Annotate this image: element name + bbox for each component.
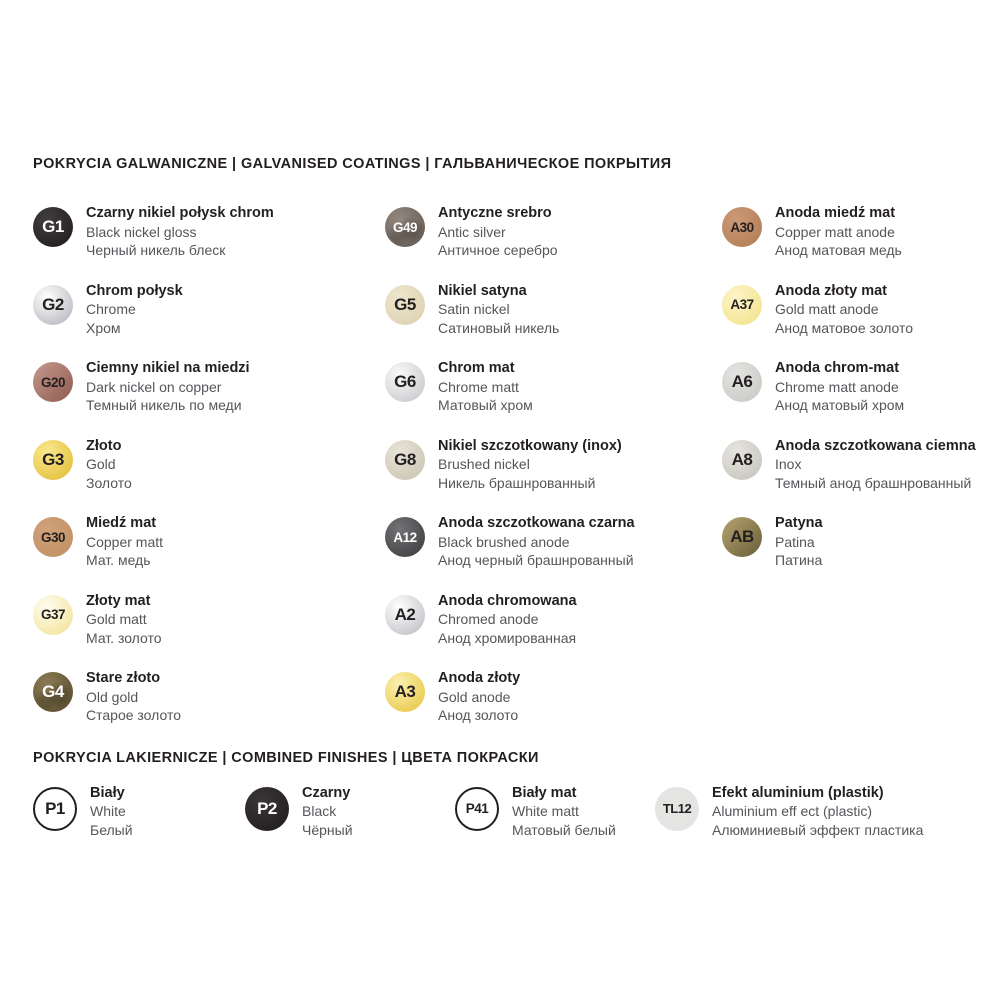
finish-entry-g20 [33, 362, 385, 440]
finish-swatch-g20 [33, 362, 73, 402]
finish-swatch-g8 [385, 440, 425, 480]
finish-code: A2 [394, 604, 416, 624]
finish-code: G2 [42, 294, 64, 314]
finish-swatch-a12 [385, 517, 425, 557]
finish-entry-g49 [385, 207, 722, 285]
finish-name-pl: Patyna [775, 515, 823, 531]
finish-labels [86, 282, 183, 338]
finish-name-pl: Anoda złoty mat [775, 282, 887, 299]
finish-name-ru: Темный анод брашнрованный [775, 474, 972, 491]
finish-labels [438, 514, 635, 570]
finish-name-en: White [90, 803, 126, 819]
finish-name-ru: Анод черный брашнрованный [438, 552, 634, 568]
finish-entry-g37 [33, 592, 385, 673]
finish-entry-tl12 [655, 784, 1000, 840]
finish-name-en: Patina [775, 533, 815, 550]
finish-name-pl: Złoto [86, 437, 122, 454]
finish-code: A3 [394, 682, 416, 701]
finish-name-en: Gold matt anode [775, 301, 879, 317]
finish-name-en: Brushed nickel [438, 456, 530, 472]
finish-name-en: Gold anode [438, 688, 511, 705]
finish-code: A8 [731, 449, 753, 469]
finish-name-en: Dark nickel on copper [86, 378, 222, 395]
finish-swatch-p2 [245, 787, 289, 831]
finish-name-ru: Матовый хром [438, 397, 533, 413]
finish-code: G49 [392, 219, 418, 235]
finish-name-ru: Черный никель блеск [86, 242, 226, 258]
section-title-combined-finishes: POKRYCIA LAKIERNICZE | COMBINED FINISHES | ЦВЕТА ПОКРАСКИ [33, 749, 539, 766]
finish-name-pl: Chrom mat [438, 360, 515, 376]
finish-swatch-g49 [385, 207, 425, 247]
finish-name-en: Antic silver [438, 223, 506, 240]
finish-name-pl: Anoda złoty [438, 670, 521, 686]
finish-name-pl: Anoda szczotkowana ciemna [775, 437, 976, 454]
finish-name-pl: Nikiel szczotkowany (inox) [438, 437, 622, 454]
section-title-galvanised-coatings: POKRYCIA GALWANICZNE | GALVANISED COATINGS | ГАЛЬВАНИЧЕСКОЕ ПОКРЫТИЯ [33, 156, 672, 172]
finish-name-pl: Biały mat [512, 784, 577, 801]
finish-entry-g6 [385, 362, 722, 440]
finish-code: A12 [393, 529, 417, 545]
finish-labels [86, 359, 250, 415]
finish-name-en: Aluminium eff ect (plastic) [712, 803, 873, 819]
finish-name-pl: Miedź mat [86, 515, 157, 531]
finish-name-ru: Темный никель по меди [86, 397, 242, 413]
finish-name-pl: Efekt aluminium (plastik) [712, 784, 884, 801]
finish-entry-p1 [33, 784, 245, 840]
finish-code: AB [730, 527, 754, 546]
finish-labels [512, 784, 616, 840]
finish-labels [438, 669, 520, 725]
finish-name-ru: Сатиновый никель [438, 319, 560, 336]
finish-name-ru: Золото [86, 474, 132, 491]
finish-entry-g5 [385, 282, 722, 363]
finish-name-pl: Stare złoto [86, 670, 161, 686]
finish-name-pl: Anoda miedź mat [775, 205, 896, 221]
finish-swatch-p41 [455, 787, 499, 831]
finish-swatch-a8 [722, 440, 762, 480]
finish-code: G4 [42, 682, 64, 701]
finish-name-ru: Анод хромированная [438, 629, 577, 646]
finish-name-ru: Хром [86, 319, 121, 336]
finish-entry-g1 [33, 207, 385, 285]
finish-name-en: Chrome [86, 301, 136, 317]
finish-name-pl: Anoda chromowana [438, 592, 577, 609]
finish-name-pl: Antyczne srebro [438, 205, 552, 221]
finish-swatch-g30 [33, 517, 73, 557]
finish-name-ru: Анод матовый хром [775, 397, 905, 413]
galvanised-coatings-grid [33, 207, 1000, 750]
finish-entry-a30 [722, 207, 1000, 285]
finish-swatch-g5 [385, 285, 425, 325]
finish-labels [86, 204, 274, 260]
finish-swatch-g1 [33, 207, 73, 247]
finish-entry-a3 [385, 672, 722, 750]
finish-name-pl: Biały [90, 784, 125, 801]
finish-name-en: Chrome matt [438, 378, 519, 395]
finish-name-ru: Старое золото [86, 707, 181, 723]
finish-labels [775, 437, 976, 493]
finish-labels [438, 204, 558, 260]
finish-entry-g8 [385, 437, 722, 518]
finish-name-pl: Ciemny nikiel na miedzi [86, 360, 250, 376]
finish-name-ru: Анод матовое золото [775, 319, 914, 336]
finish-labels [86, 592, 162, 648]
finish-swatch-g3 [33, 440, 73, 480]
finish-swatch-ab [722, 517, 762, 557]
finish-name-en: Black brushed anode [438, 533, 570, 550]
finish-name-ru: Чёрный [302, 821, 353, 838]
finish-code: G1 [42, 217, 64, 236]
finish-code: P41 [465, 801, 489, 816]
finish-name-pl: Anoda chrom-mat [775, 360, 900, 376]
finish-name-ru: Мат. золото [86, 629, 162, 646]
finish-labels [775, 282, 913, 338]
finish-code: TL12 [662, 801, 692, 816]
finish-entry-a37 [722, 282, 1000, 363]
finish-entry-p2 [245, 784, 455, 840]
finish-entry-g3 [33, 437, 385, 518]
finish-swatch-g4 [33, 672, 73, 712]
finish-swatch-a3 [385, 672, 425, 712]
finish-name-ru: Матовый белый [512, 821, 616, 838]
finish-name-pl: Czarny nikiel połysk chrom [86, 205, 274, 221]
finish-swatch-a2 [385, 595, 425, 635]
finish-code: G20 [40, 374, 66, 390]
finish-name-pl: Anoda szczotkowana czarna [438, 515, 635, 531]
finish-labels [438, 437, 622, 493]
finish-labels [438, 592, 577, 648]
finish-name-en: Black [302, 803, 337, 819]
finish-swatch-a37 [722, 285, 762, 325]
finish-entry-g2 [33, 282, 385, 363]
finish-code: G3 [42, 449, 64, 469]
finish-name-en: Chromed anode [438, 611, 539, 627]
finish-labels [86, 669, 181, 725]
finish-swatch-a30 [722, 207, 762, 247]
finish-entry-a12 [385, 517, 722, 595]
finish-name-en: Gold [86, 456, 116, 472]
finish-swatch-p1 [33, 787, 77, 831]
finish-name-pl: Chrom połysk [86, 282, 183, 299]
finish-code: A6 [731, 372, 753, 391]
finish-name-en: Copper matt anode [775, 223, 895, 240]
finish-labels [775, 514, 823, 570]
finish-name-en: Satin nickel [438, 301, 510, 317]
finish-labels [438, 359, 533, 415]
finish-code: G8 [394, 449, 416, 469]
finish-swatch-g2 [33, 285, 73, 325]
finish-entry-g4 [33, 672, 385, 750]
finish-code: G37 [40, 607, 66, 622]
finish-name-ru: Алюминиевый эффект пластика [712, 821, 924, 838]
finish-swatch-g37 [33, 595, 73, 635]
combined-finishes-grid [33, 784, 1000, 840]
finish-labels [775, 359, 904, 415]
finish-labels [302, 784, 353, 840]
finish-name-ru: Белый [90, 821, 133, 838]
finish-entry-ab [722, 517, 1000, 595]
finish-name-ru: Анод золото [438, 707, 519, 723]
finish-code: A30 [730, 219, 754, 235]
finish-name-en: Old gold [86, 688, 139, 705]
finish-labels [86, 437, 132, 493]
finish-swatch-a6 [722, 362, 762, 402]
finish-name-en: Black nickel gloss [86, 223, 197, 240]
finish-code: A37 [730, 297, 754, 312]
finish-labels [438, 282, 559, 338]
finish-labels [90, 784, 133, 840]
finish-code: G5 [394, 294, 416, 314]
finish-code: P2 [257, 798, 277, 818]
finish-entry-a6 [722, 362, 1000, 440]
finish-labels [86, 514, 163, 570]
finish-labels [775, 204, 902, 260]
finish-name-en: White matt [512, 803, 579, 819]
finish-name-ru: Античное серебро [438, 242, 558, 258]
finish-name-en: Copper matt [86, 533, 164, 550]
finish-name-ru: Анод матовая медь [775, 242, 902, 258]
finish-swatch-tl12 [655, 787, 699, 831]
finish-code: G6 [394, 372, 416, 391]
finish-labels [712, 784, 923, 840]
finish-name-pl: Nikiel satyna [438, 282, 527, 299]
finish-code: G30 [40, 529, 66, 545]
finish-name-pl: Złoty mat [86, 592, 151, 609]
finish-entry-p41 [455, 784, 655, 840]
finish-name-ru: Мат. медь [86, 552, 151, 568]
finish-name-en: Gold matt [86, 611, 147, 627]
finish-name-ru: Патина [775, 552, 823, 568]
finish-name-pl: Czarny [302, 784, 351, 801]
finish-code: P1 [45, 798, 65, 818]
finish-name-en: Inox [775, 456, 802, 472]
finish-entry-a2 [385, 592, 722, 673]
finish-name-en: Chrome matt anode [775, 378, 899, 395]
finish-entry-a8 [722, 437, 1000, 518]
finish-name-ru: Никель брашнрованный [438, 474, 596, 491]
finish-swatch-g6 [385, 362, 425, 402]
finish-entry-g30 [33, 517, 385, 595]
